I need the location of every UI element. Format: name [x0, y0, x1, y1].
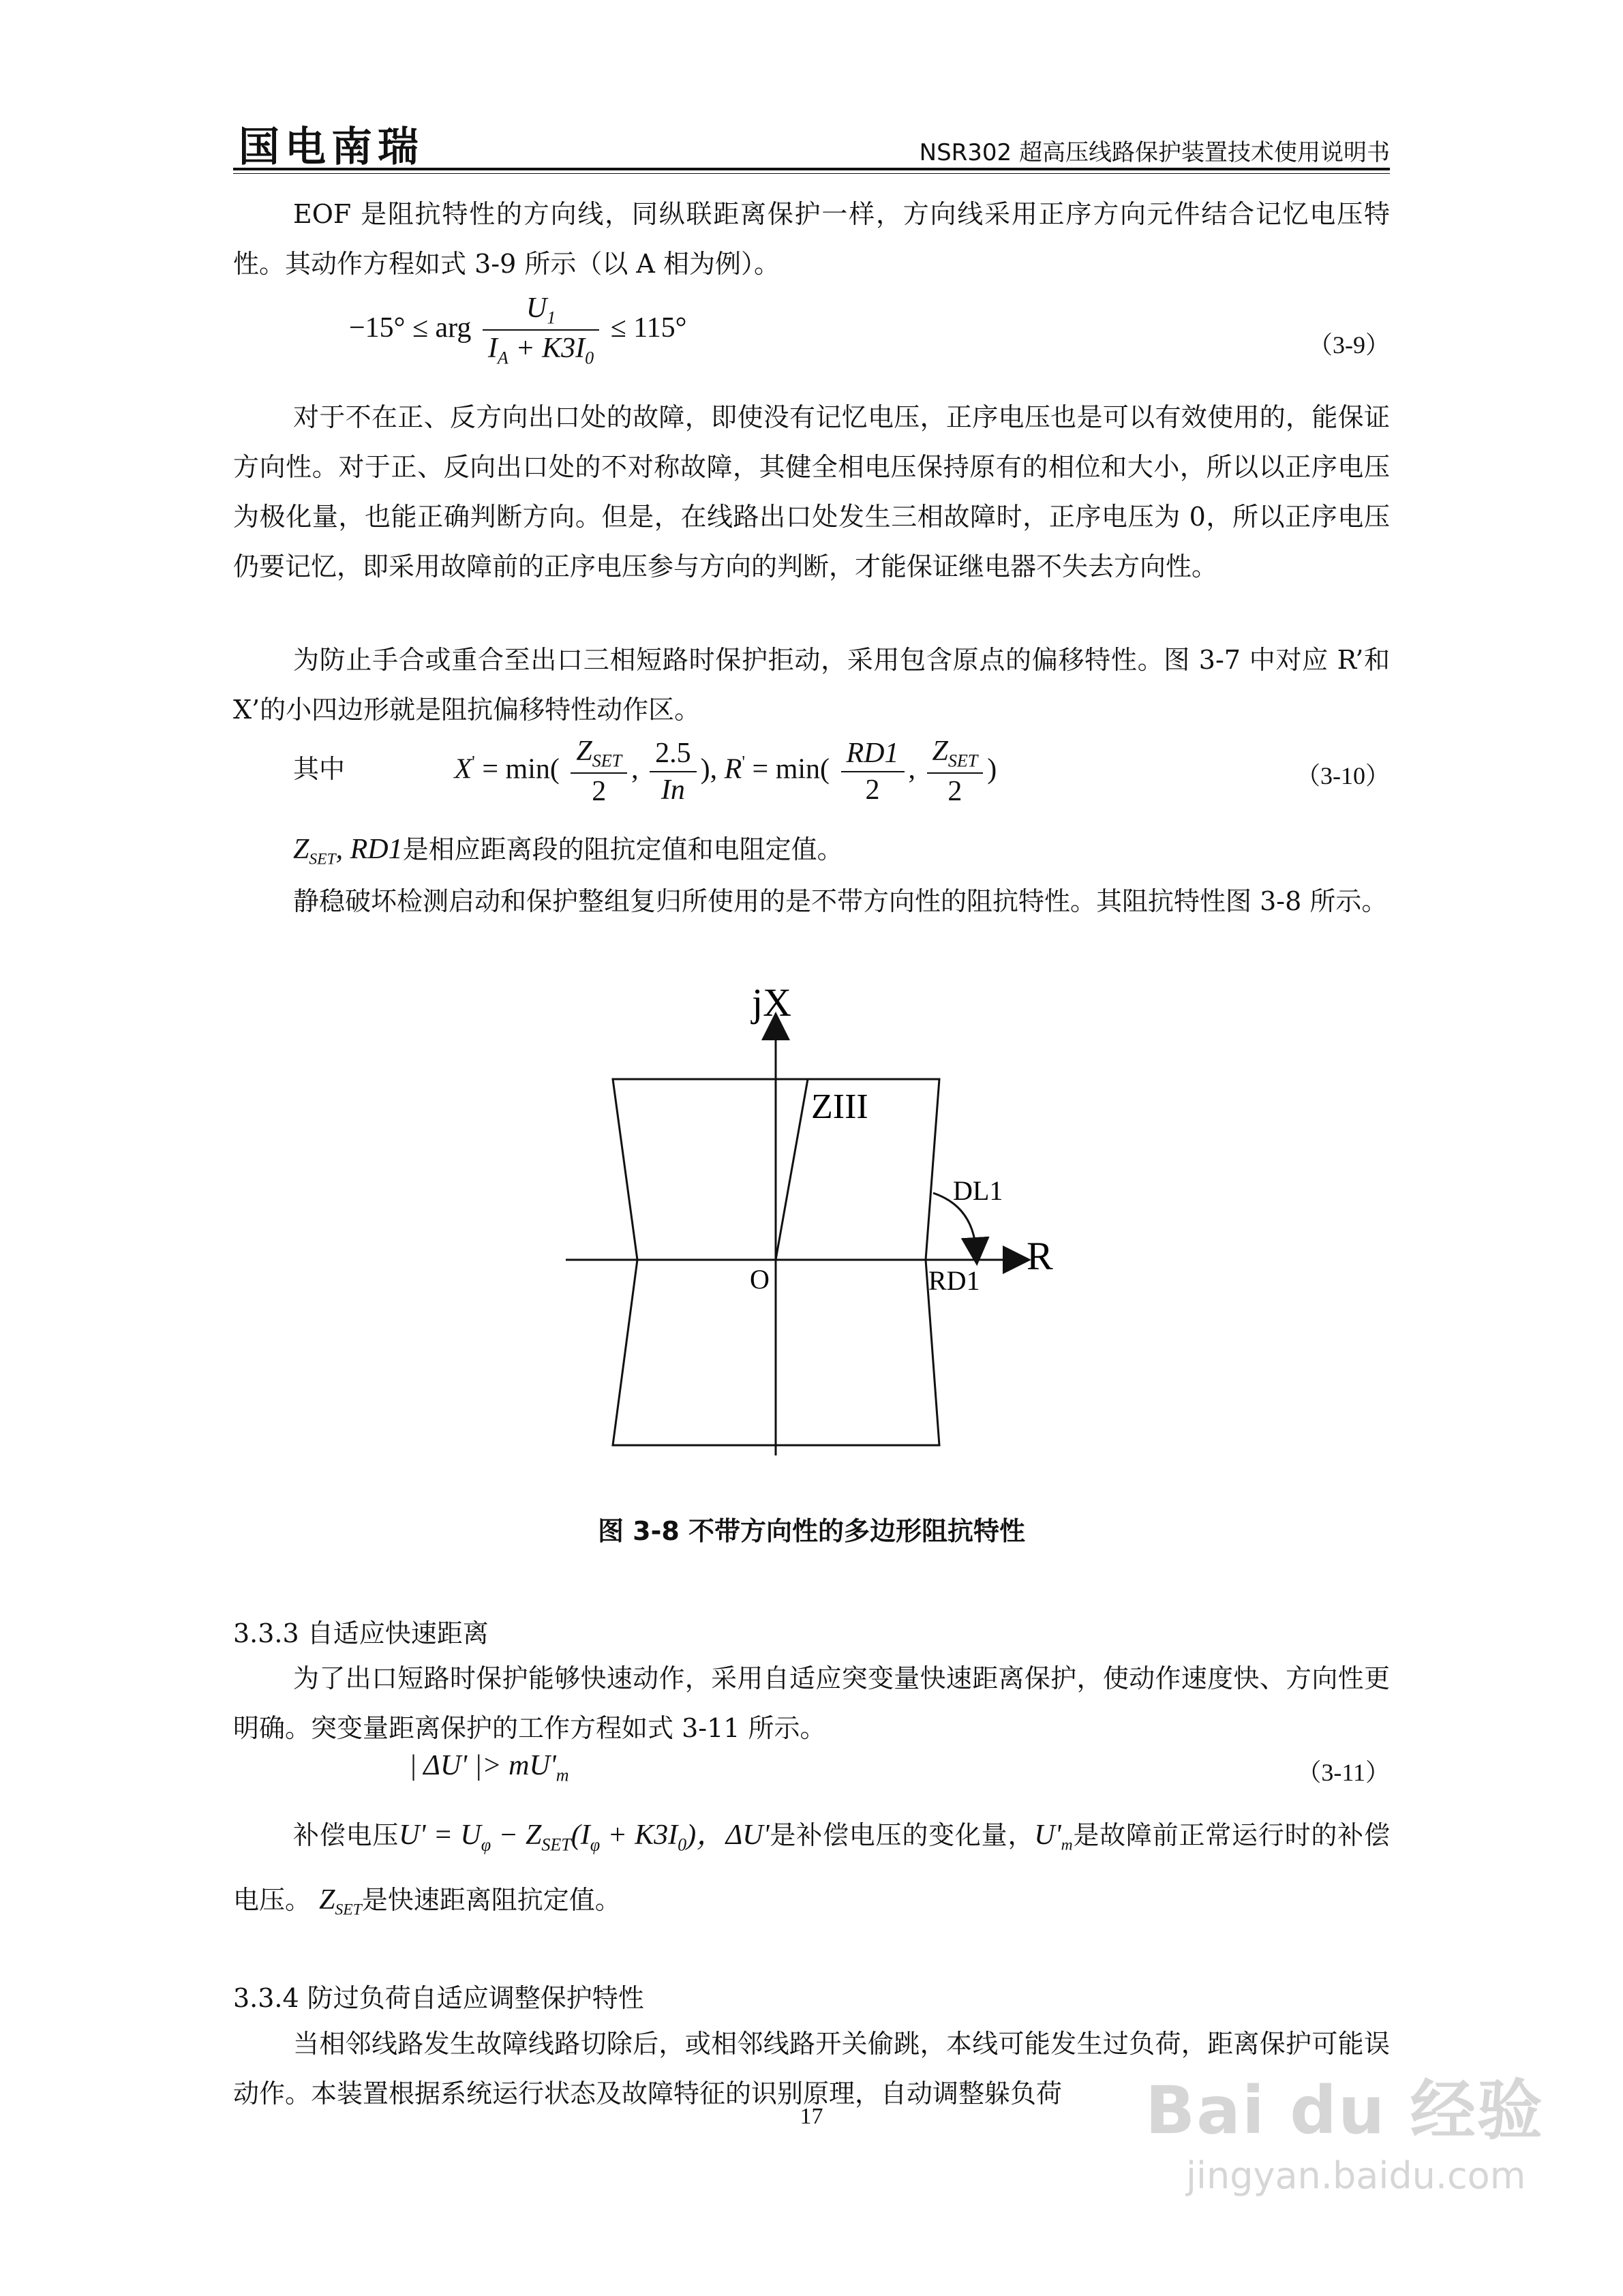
comp-eq-sub1: φ [481, 1834, 491, 1855]
zone-label: ZIII [811, 1087, 868, 1126]
eq-3-10-f1-num-sub: SET [592, 751, 622, 771]
zset-symbol-sub: SET [309, 850, 336, 868]
paragraph-compensation [233, 1808, 1390, 1937]
comp-eq-sub4: 0 [678, 1834, 687, 1855]
eq-3-11-body: | ΔU' |> mU' [409, 1750, 556, 1781]
section-heading-3-3-4: 3.3.4 防过负荷自适应调整保护特性 [233, 1983, 644, 2013]
eq-3-10-f3-num: RD1 [841, 737, 905, 772]
equation-number-3-11: （3-11） [1296, 1759, 1390, 1786]
section-heading-3-3-3: 3.3.3 自适应快速距离 [233, 1618, 489, 1648]
document-title: NSR302 超高压线路保护装置技术使用说明书 [919, 139, 1390, 166]
angle-label: DL1 [953, 1175, 1003, 1206]
eq-3-10-mid: ), [700, 753, 718, 785]
origin-label: O [750, 1264, 770, 1295]
eq-3-10-close: ) [987, 753, 997, 785]
eq-3-10-f4-num: Z [932, 736, 948, 767]
eq-3-10-comma2: , [908, 753, 916, 785]
eq-3-10-f2-num: 2.5 [650, 737, 697, 772]
paragraph-static-stability: 静稳破坏检测启动和保护整组复归所使用的是不带方向性的阻抗特性。其阻抗特性图 3-8 所示。 [293, 886, 1388, 916]
eq-3-9-den-sub: A [497, 348, 509, 368]
eq-3-9-num: U [526, 292, 547, 324]
equation-number-3-10: （3-10） [1296, 762, 1390, 789]
rd1-label: RD1 [928, 1265, 980, 1296]
zset-description: 是相应距离段的阻抗定值和电阻定值。 [402, 834, 843, 864]
comp-setting-text: 是快速距离阻抗定值。 [361, 1884, 621, 1915]
zset2-symbol-sub: SET [335, 1901, 362, 1919]
eq-3-10-f3-den: 2 [865, 774, 880, 806]
brand-logo: 国电南瑞 [239, 123, 424, 171]
equation-3-11 [409, 1749, 569, 1785]
paragraph-eof: EOF 是阻抗特性的方向线，同纵联距离保护一样，方向线采用正序方向元件结合记忆电压特性。其动作方程如式 3-9 所示（以 A 相为例）。 [233, 199, 1390, 279]
eq-3-10-min2: = min( [745, 753, 830, 785]
baidu-watermark: Bai du 经验 [1145, 2072, 1544, 2149]
eq-3-9-den-sub2: 0 [585, 348, 594, 368]
eq-3-9-den: I [487, 333, 498, 365]
comp-eq-close: ) [686, 1819, 697, 1851]
eq-3-10-f4-den: 2 [947, 776, 962, 808]
zone3-line [776, 1079, 808, 1260]
comp-eq-mid: − Z [491, 1819, 542, 1851]
paragraph-offset: 为防止手合或重合至出口三相短路时保护拒动，采用包含原点的偏移特性。图 3-7 中对应 R’和 X’的小四边形就是阻抗偏移特性动作区。 [233, 645, 1390, 725]
equation-number-3-9: （3-9） [1308, 331, 1390, 359]
eq-3-9-right: ≤ 115° [610, 312, 687, 344]
y-axis-label: jX [752, 980, 791, 1025]
page-number: 17 [800, 2104, 823, 2129]
eq-3-10-f1-num: Z [576, 736, 592, 767]
eq-3-10-min1: = min( [474, 753, 560, 785]
comp-eq-sub3: φ [590, 1834, 601, 1855]
x-axis-label: R [1027, 1234, 1053, 1278]
eq-3-10-f4-num-sub: SET [947, 751, 978, 771]
comp-label: 补偿电压 [293, 1820, 399, 1850]
eq-3-9-den-rest: + K3I [508, 333, 586, 365]
um-symbol-sub: m [1061, 1836, 1073, 1854]
eq-3-10-label: 其中 [293, 754, 346, 785]
paragraph-fast-distance: 为了出口短路时保护能够快速动作，采用自适应突变量快速距离保护，使动作速度快、方向性更明确。突变量距离保护的工作方程如式 3-11 所示。 [233, 1663, 1390, 1743]
delta-u-symbol: ，ΔU' [696, 1819, 770, 1851]
zset-symbol: Z [293, 834, 309, 865]
eq-3-10-x-prime: ' [472, 752, 475, 772]
um-symbol: U' [1034, 1819, 1061, 1851]
rd1-symbol: , RD1 [335, 834, 403, 865]
paragraph-overload: 当相邻线路发生故障线路切除后，或相邻线路开关偷跳，本线可能发生过负荷，距离保护可能误动作。本装置根据系统运行状态及故障特征的识别原理，自动调整躲负荷 [233, 2029, 1390, 2109]
baidu-watermark-url: jingyan.baidu.com [1186, 2154, 1526, 2197]
comp-eq-sub2: SET [541, 1834, 571, 1855]
eq-3-10-f2-den: In [661, 774, 685, 806]
eq-3-10-x: X [454, 753, 472, 785]
comp-change-text: 是补偿电压的变化量， [769, 1820, 1035, 1850]
eq-3-9-left: −15° ≤ arg [349, 312, 472, 344]
eq-3-10-comma1: , [631, 753, 639, 785]
comp-prefault-text: 是故障前正常运行时的补偿电压。 [233, 1820, 1390, 1915]
paragraph-direction: 对于不在正、反方向出口处的故障，即使没有记忆电压，正序电压也是可以有效使用的，能保证方向性。对于正、反向出口处的不对称故障，其健全相电压保持原有的相位和大小，所以以正序电压为极化量，也能正确判断方向。但是，在线路出口处发生三相故障时，正序电压为 0，所以正序电压仍要记忆，即采用故障前的正序电压参与方向的判断，才能保证继电器不失去方向性。 [233, 402, 1390, 581]
comp-eq-end: + K3I [600, 1819, 678, 1851]
eq-3-10-r: R [724, 753, 742, 785]
eq-3-9-num-sub: 1 [547, 307, 556, 328]
zset2-symbol: Z [319, 1884, 335, 1916]
comp-eq: U' = U [399, 1819, 481, 1851]
eq-3-11-sub: m [556, 1765, 569, 1785]
comp-eq-tail: (I [571, 1819, 590, 1851]
figure-caption: 图 3-8 不带方向性的多边形阻抗特性 [597, 1516, 1026, 1546]
eq-3-10-f1-den: 2 [592, 776, 607, 808]
eq-3-10-r-prime: ' [742, 752, 746, 772]
